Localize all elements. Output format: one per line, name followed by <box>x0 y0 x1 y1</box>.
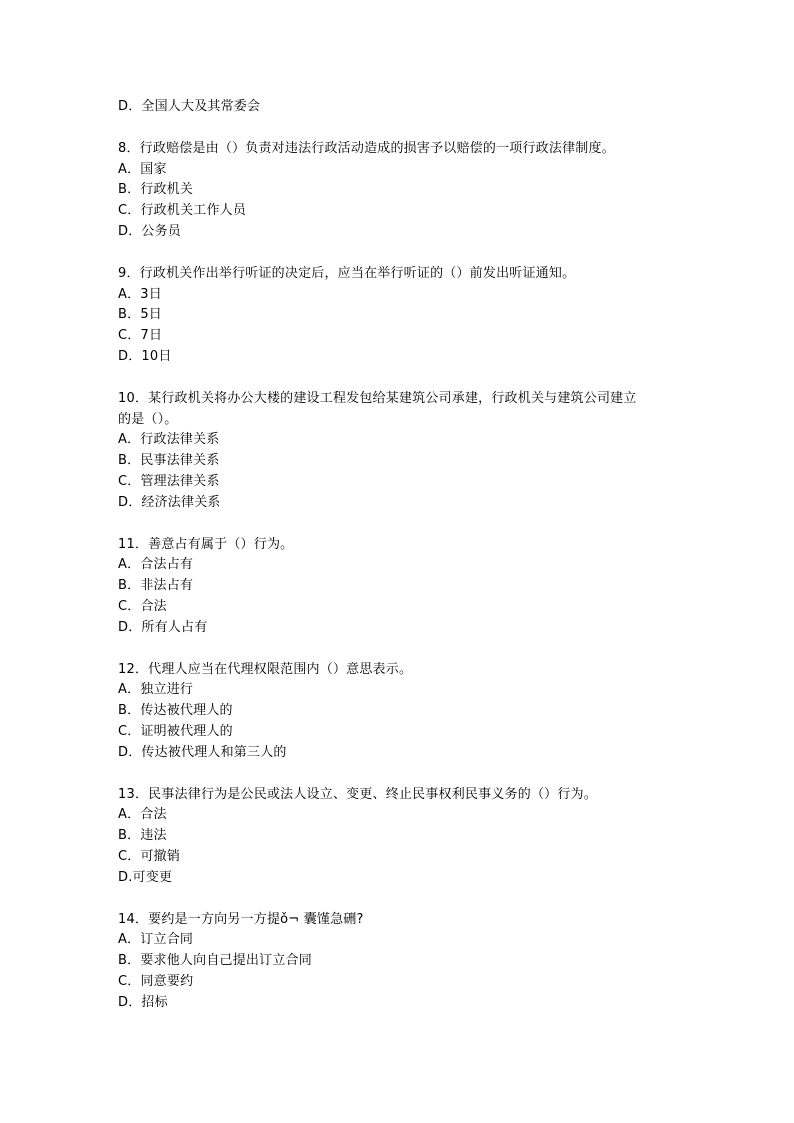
spacer <box>118 889 678 910</box>
question-13 <box>118 785 678 889</box>
question-stem: 9．行政机关作出举行听证的决定后，应当在举行听证的（）前发出听证通知。 <box>118 265 576 281</box>
option-a: A．独立进行 <box>118 682 194 698</box>
previous-question-option-d: D．全国人大及其常委会 <box>118 99 261 114</box>
option-b: B．民事法律关系 <box>118 453 220 469</box>
option-a: A．合法 <box>118 807 167 823</box>
option-b: B．非法占有 <box>118 578 194 594</box>
option-c: C．管理法律关系 <box>118 473 220 489</box>
question-stem: 8．行政赔偿是由（）负责对违法行政活动造成的损害予以赔偿的一项行政法律制度。 <box>118 140 615 156</box>
option-d: D．公务员 <box>118 223 182 239</box>
spacer <box>118 118 678 139</box>
option-a: A．合法占有 <box>118 557 194 573</box>
option-c: C．可撤销 <box>118 848 181 864</box>
question-stem-line-1: 10．某行政机关将办公大楼的建设工程发包给某建筑公司承建，行政机关与建筑公司建立 <box>118 390 637 406</box>
option-b: B．5日 <box>118 307 162 323</box>
question-stem: 12．代理人应当在代理权限范围内（）意思表示。 <box>118 661 413 677</box>
question-12 <box>118 660 678 764</box>
question-14 <box>118 910 678 1014</box>
spacer <box>118 243 678 264</box>
spacer <box>118 368 678 389</box>
question-stem: 14．要约是一方向另一方提ǒ¬ 囊馑急硎? <box>118 911 364 927</box>
option-b: B．违法 <box>118 828 167 844</box>
question-stem-line-2: 的是（）。 <box>118 411 178 427</box>
option-c: C．同意要约 <box>118 973 194 989</box>
option-b: B．行政机关 <box>118 182 194 198</box>
spacer <box>118 514 678 535</box>
option-a: A．国家 <box>118 161 167 177</box>
option-b: B．要求他人向自己提出订立合同 <box>118 953 312 969</box>
option-c: C．合法 <box>118 598 167 614</box>
option-a: A．3日 <box>118 286 162 302</box>
option-d: D．所有人占有 <box>118 619 208 635</box>
option-d: D.可变更 <box>118 869 173 885</box>
option-c: C．行政机关工作人员 <box>118 203 247 219</box>
spacer <box>118 764 678 785</box>
question-9 <box>118 264 678 368</box>
question-11 <box>118 535 678 639</box>
option-d: D．招标 <box>118 994 168 1010</box>
option-c: C．证明被代理人的 <box>118 723 233 739</box>
spacer <box>118 639 678 660</box>
option-a: A．行政法律关系 <box>118 432 220 448</box>
question-stem: 13．民事法律行为是公民或法人设立、变更、终止民事权利民事义务的（）行为。 <box>118 786 597 802</box>
document-page <box>118 97 678 1013</box>
option-d: D．传达被代理人和第三人的 <box>118 744 287 760</box>
question-stem: 11．善意占有属于（）行为。 <box>118 536 294 552</box>
option-a: A．订立合同 <box>118 932 194 948</box>
option-d: D．10日 <box>118 348 172 364</box>
question-10 <box>118 389 678 514</box>
option-d: D．经济法律关系 <box>118 494 221 510</box>
option-c: C．7日 <box>118 328 163 344</box>
option-b: B．传达被代理人的 <box>118 703 233 719</box>
question-8 <box>118 139 678 243</box>
